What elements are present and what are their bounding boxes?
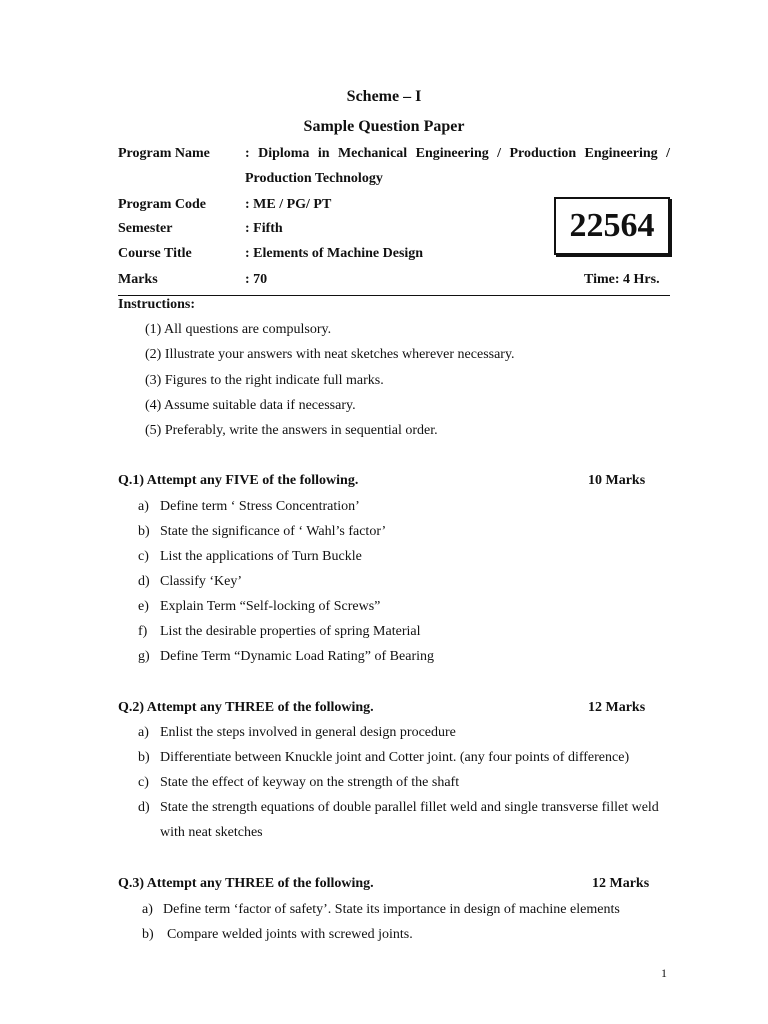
instruction-item: (1) All questions are compulsory. [145,322,332,337]
q2-item-letter: b) [138,750,150,765]
q1-marks: 10 Marks [588,473,646,488]
instruction-item: (4) Assume suitable data if necessary. [145,398,356,413]
q1-item-text: Explain Term “Self-locking of Screws” [160,599,381,614]
instruction-item: (5) Preferably, write the answers in sequential order. [145,423,438,438]
marks-label: Marks [118,272,158,287]
q2-item-text: State the effect of keyway on the strength of the shaft [160,775,460,790]
q1-item-text: List the applications of Turn Buckle [160,549,362,564]
semester-value: : Fifth [245,221,283,236]
q2-item-letter: c) [138,775,149,790]
q2-item-letter: a) [138,725,149,740]
q1-item-text: Define term ‘ Stress Concentration’ [160,499,360,514]
q1-item-letter: g) [138,649,150,664]
time-value: Time: 4 Hrs. [584,272,660,287]
program-name-value-cont: Production Technology [245,171,383,186]
scheme-heading: Scheme – I [346,88,422,105]
semester-label: Semester [118,221,173,236]
instruction-item: (2) Illustrate your answers with neat sketches wherever necessary. [145,347,515,362]
q3-item-text: Compare welded joints with screwed joints. [167,927,413,942]
q1-heading: Q.1) Attempt any FIVE of the following. [118,473,359,488]
marks-value: : 70 [245,272,268,287]
instruction-item: (3) Figures to the right indicate full marks. [145,373,384,388]
paper-title: Sample Question Paper [303,118,465,135]
program-code-label: Program Code [118,197,206,212]
q1-item-letter: e) [138,599,149,614]
q1-item-letter: a) [138,499,149,514]
course-code-box: 22564 [554,197,670,255]
instructions-heading: Instructions: [118,297,196,312]
course-title-value: : Elements of Machine Design [245,246,424,261]
q1-item-text: Classify ‘Key’ [160,574,243,589]
q3-marks: 12 Marks [592,876,650,891]
q1-item-text: List the desirable properties of spring Material [160,624,421,639]
q2-item-text: State the strength equations of double parallel fillet weld and single transverse fillet weld [160,800,659,815]
q1-item-letter: b) [138,524,150,539]
q3-item-letter: b) [142,927,154,942]
q3-item-text: Define term ‘factor of safety’. State its importance in design of machine elements [163,902,620,917]
q1-item-text: Define Term “Dynamic Load Rating” of Bearing [160,649,434,664]
q2-item-letter: d) [138,800,150,815]
q3-heading: Q.3) Attempt any THREE of the following. [118,876,374,891]
q1-item-letter: c) [138,549,149,564]
course-title-label: Course Title [118,246,192,261]
divider-rule [118,295,670,296]
program-name-value: : Diploma in Mechanical Engineering / Production Engineering / [245,146,670,161]
q3-item-letter: a) [142,902,153,917]
q1-item-text: State the significance of ‘ Wahl’s factor’ [160,524,387,539]
q2-heading: Q.2) Attempt any THREE of the following. [118,700,374,715]
program-name-label: Program Name [118,146,210,161]
q2-item-continuation: with neat sketches [160,825,263,840]
program-code-value: : ME / PG/ PT [245,197,332,212]
q2-item-text: Differentiate between Knuckle joint and Cotter joint. (any four points of difference) [160,750,630,765]
q1-item-letter: f) [138,624,148,639]
q2-item-text: Enlist the steps involved in general design procedure [160,725,456,740]
page-number: 1 [661,966,667,980]
q1-item-letter: d) [138,574,150,589]
q2-marks: 12 Marks [588,700,646,715]
